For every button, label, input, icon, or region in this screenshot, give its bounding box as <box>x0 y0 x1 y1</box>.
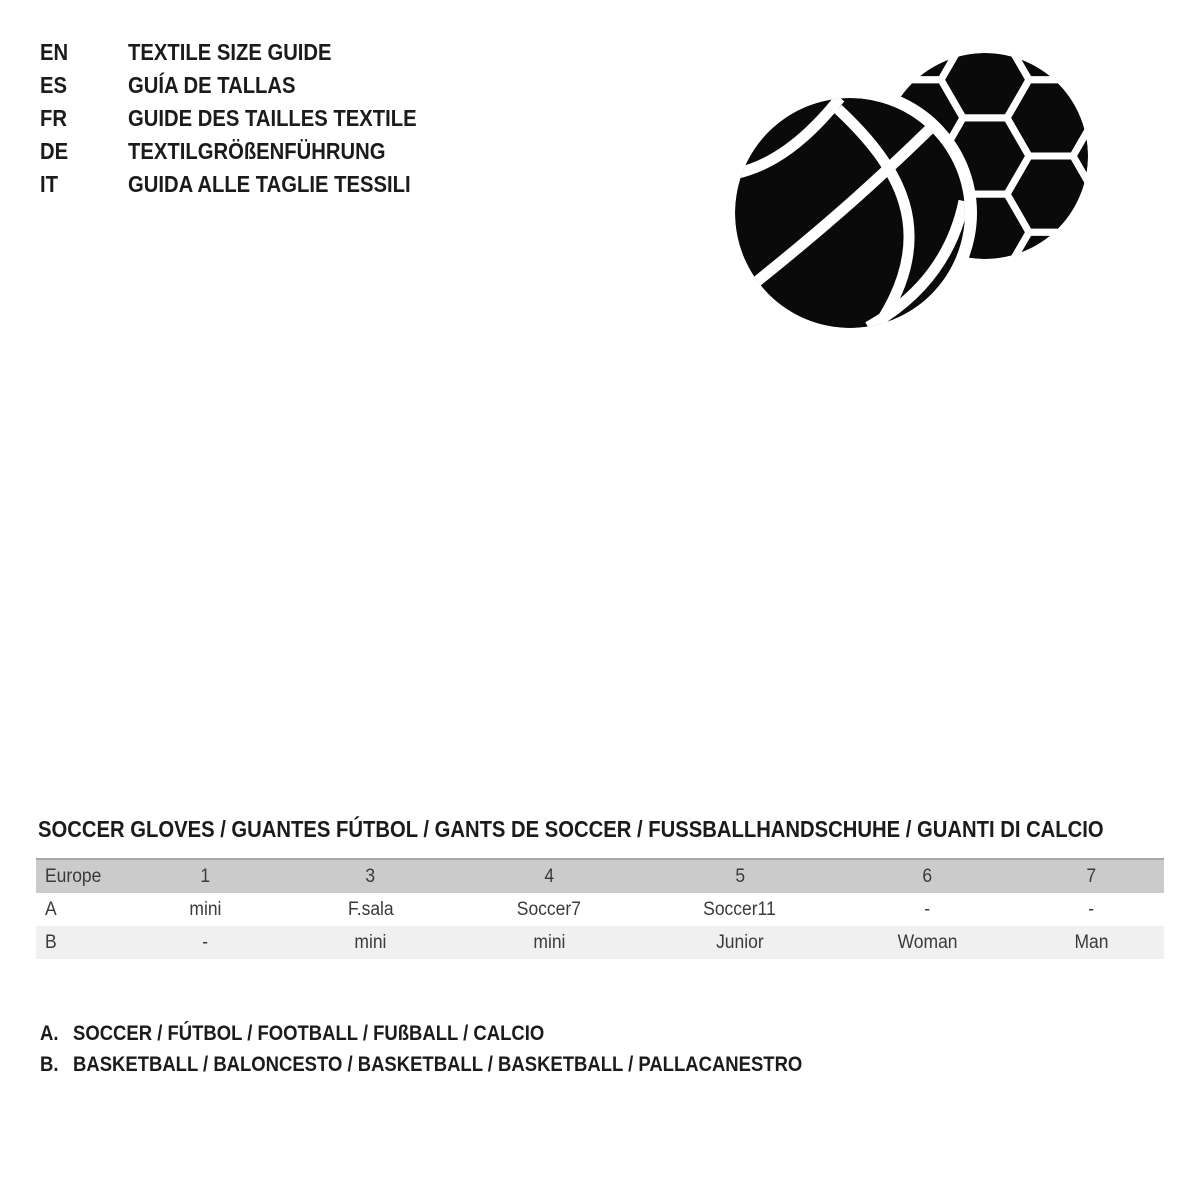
row-label: A <box>45 898 57 920</box>
table-cell: F.sala <box>347 898 394 920</box>
table-cell: mini <box>354 931 387 953</box>
table-cell: Woman <box>897 931 958 953</box>
language-code: EN <box>40 39 69 65</box>
language-code: FR <box>40 105 67 131</box>
legend-text: BASKETBALL / BALONCESTO / BASKETBALL / BASKETBALL / PALLACANESTRO <box>73 1052 803 1076</box>
list-item <box>40 1018 902 1049</box>
legend-notes <box>40 1018 902 1080</box>
legend-text: SOCCER / FÚTBOL / FOOTBALL / FUßBALL / CALCIO <box>73 1021 545 1045</box>
language-code: IT <box>40 171 58 197</box>
table-header-row <box>36 859 1164 893</box>
list-item <box>40 135 456 168</box>
table-cell: Junior <box>716 931 764 953</box>
table-cell: - <box>924 898 931 920</box>
table-cell: Soccer11 <box>703 898 777 920</box>
guide-title: GUÍA DE TALLAS <box>128 72 296 98</box>
language-code: DE <box>40 138 69 164</box>
table-cell: mini <box>533 931 566 953</box>
legend-key: A. <box>40 1021 59 1045</box>
language-guide-list <box>40 36 456 201</box>
guide-title: TEXTILE SIZE GUIDE <box>128 39 332 65</box>
list-item <box>40 69 456 102</box>
guide-title: TEXTILGRÖßENFÜHRUNG <box>128 138 386 164</box>
language-code: ES <box>40 72 68 98</box>
table-cell: - <box>202 931 209 953</box>
table-header-cell: 4 <box>544 865 555 887</box>
guide-title: GUIDE DES TAILLES TEXTILE <box>128 105 417 131</box>
table-header-cell: Europe <box>45 865 102 887</box>
legend-key: B. <box>40 1052 59 1076</box>
table-header-cell: 3 <box>365 865 376 887</box>
list-item <box>40 1049 902 1080</box>
table-header-cell: 1 <box>200 865 211 887</box>
list-item <box>40 102 456 135</box>
table-header-cell: 6 <box>922 865 933 887</box>
table-row <box>36 926 1164 959</box>
table-cell: - <box>1088 898 1095 920</box>
table-cell: Man <box>1074 931 1109 953</box>
table-header-cell: 7 <box>1086 865 1097 887</box>
table-cell: mini <box>189 898 222 920</box>
list-item <box>40 168 456 201</box>
list-item <box>40 36 456 69</box>
table-header-cell: 5 <box>734 865 745 887</box>
basketball-soccer-ball-icon <box>700 30 1120 350</box>
table-cell: Soccer7 <box>517 898 582 920</box>
size-table-title: SOCCER GLOVES / GUANTES FÚTBOL / GANTS DE SOCCER / FUSSBALLHANDSCHUHE / GUANTI DI CALCIO <box>38 816 1104 842</box>
table-row <box>36 893 1164 926</box>
size-table <box>36 858 1164 959</box>
row-label: B <box>45 931 57 953</box>
guide-title: GUIDA ALLE TAGLIE TESSILI <box>128 171 411 197</box>
